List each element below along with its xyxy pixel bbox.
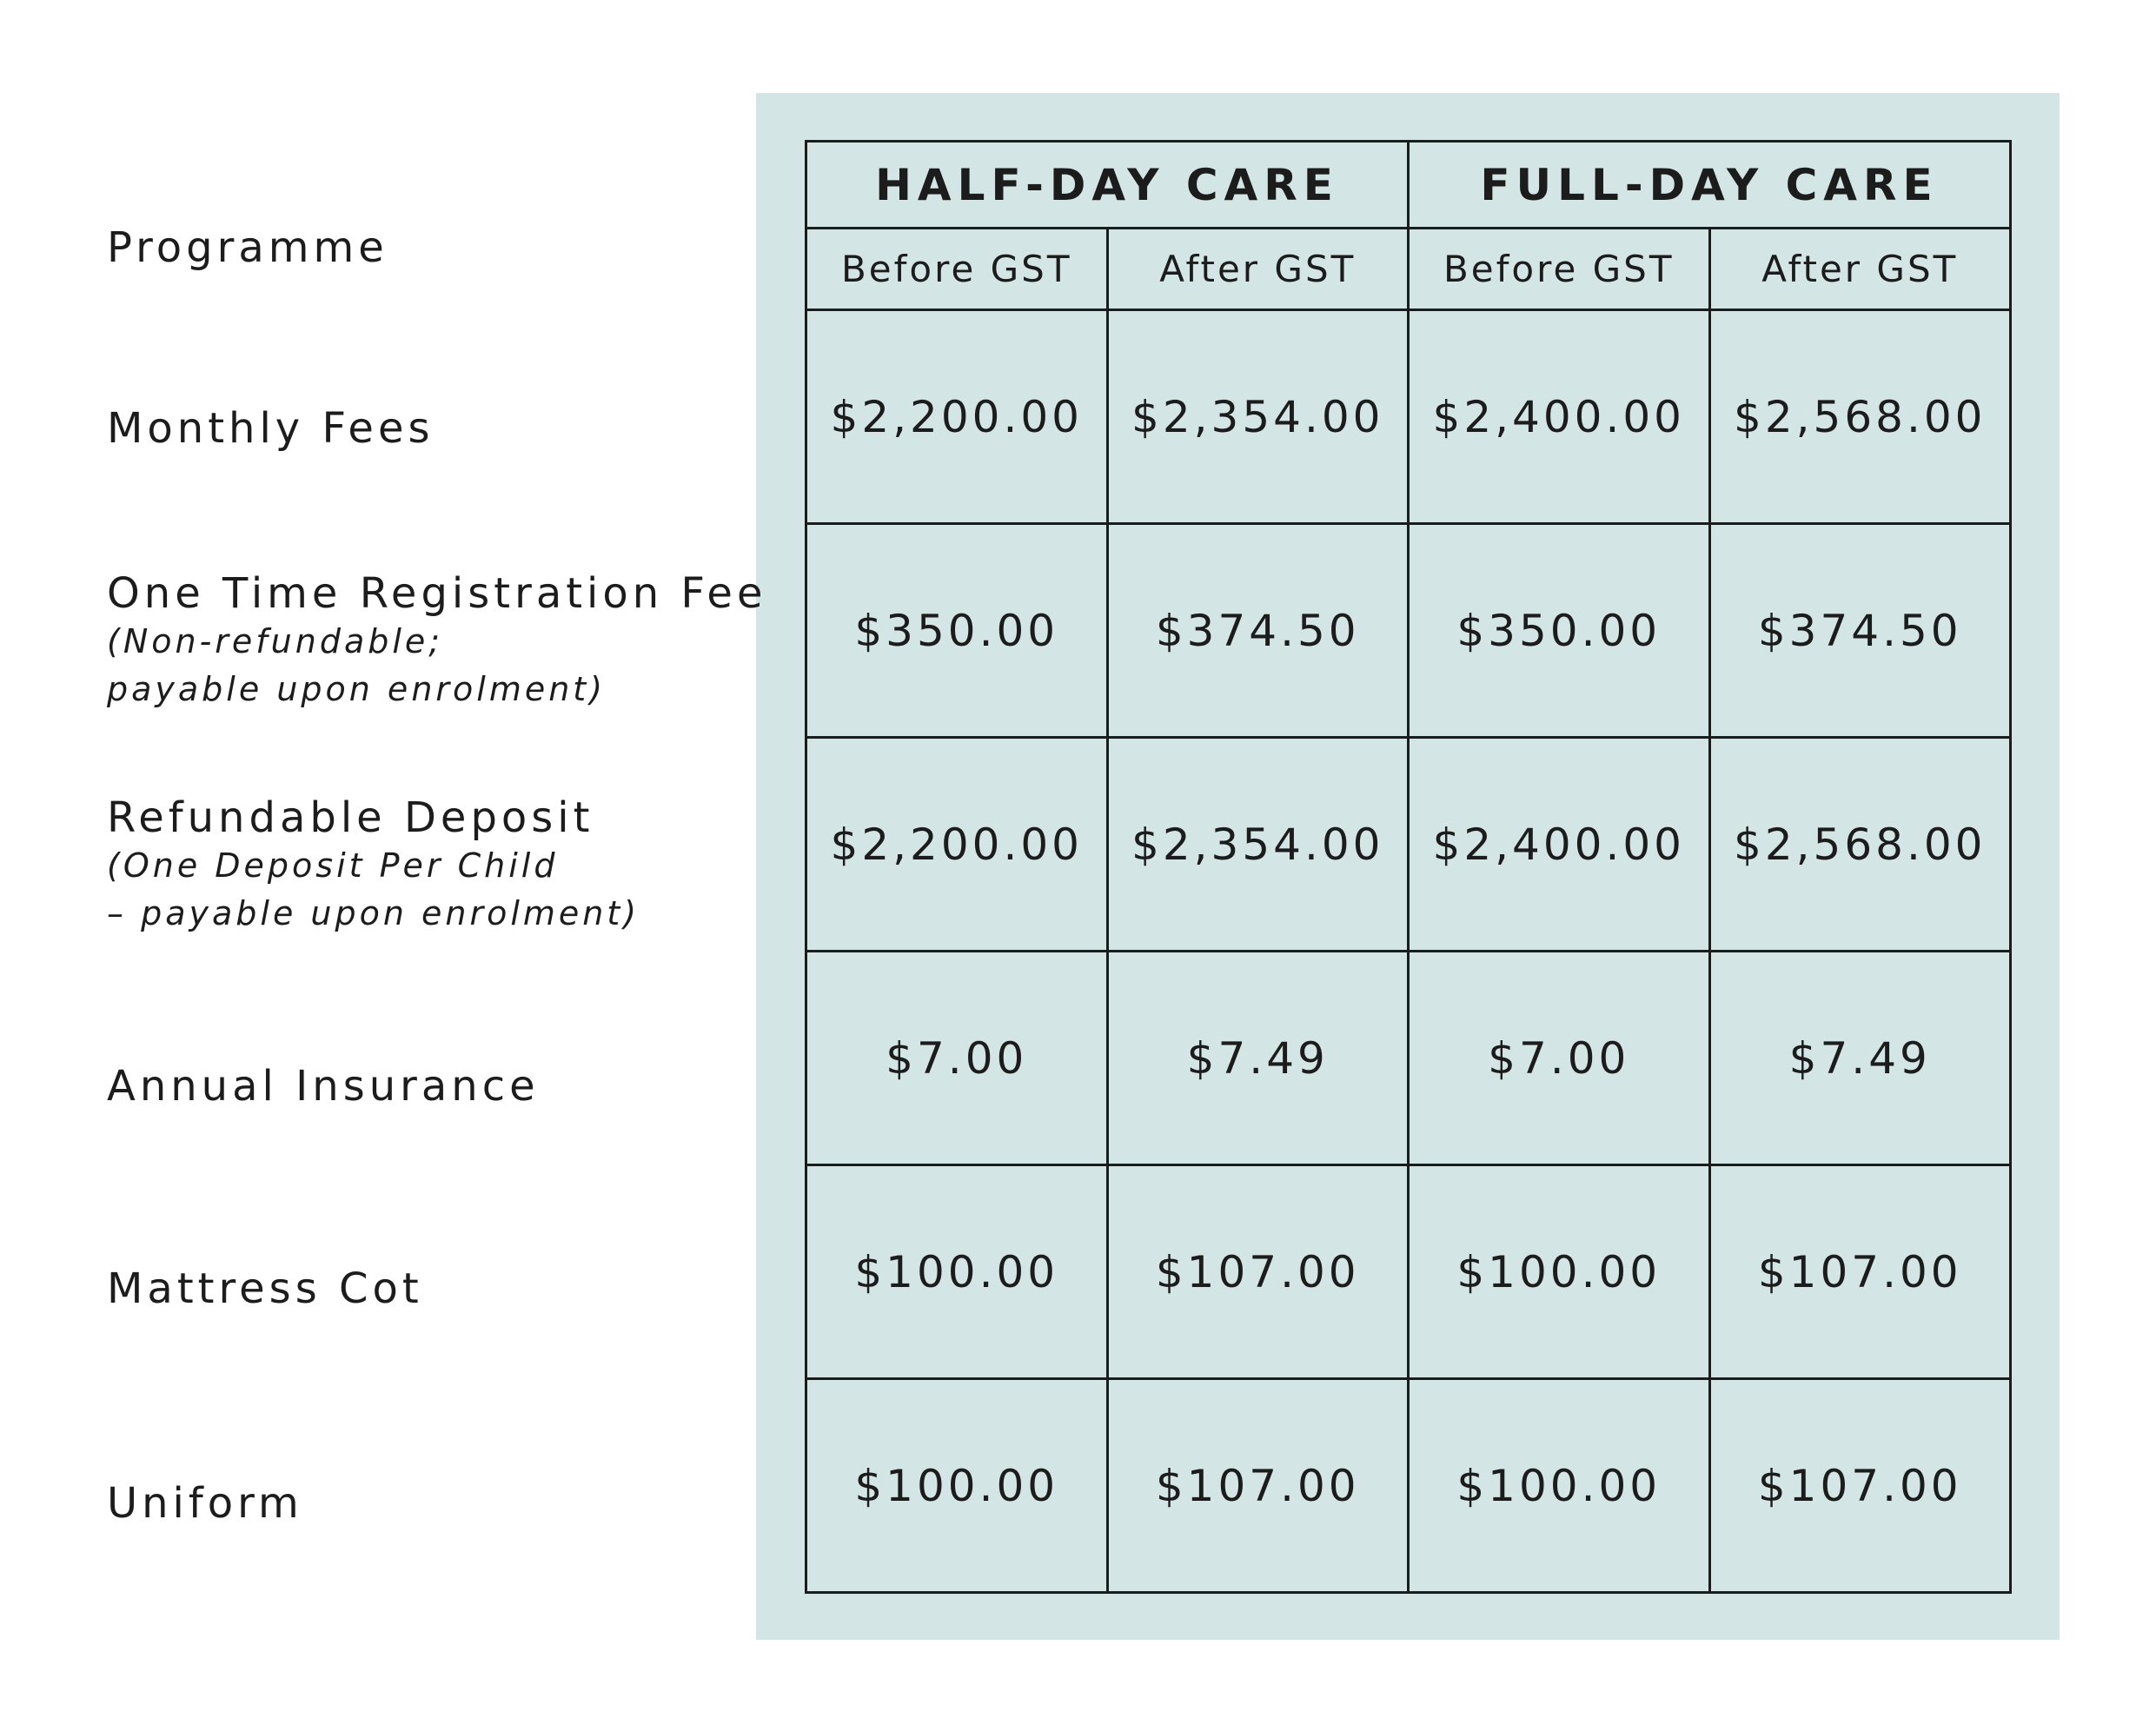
row-label-monthly-fees [107, 405, 435, 453]
table-cell: $2,354.00 [1107, 310, 1409, 524]
table-cell: $2,200.00 [806, 310, 1108, 524]
table-row [806, 952, 2011, 1165]
column-header: After GST [1107, 229, 1409, 310]
row-label-refundable-deposit [107, 794, 640, 938]
table-cell: $2,354.00 [1107, 738, 1409, 952]
table-cell: $100.00 [1409, 1165, 1710, 1379]
table-row [806, 738, 2011, 952]
table-row [806, 1165, 2011, 1379]
fee-table [805, 140, 2012, 1594]
table-row [806, 1379, 2011, 1593]
row-label-registration-fee [107, 570, 766, 713]
table-row [806, 524, 2011, 738]
row-label-note: payable upon enrolment) [107, 670, 607, 709]
group-header-half-day: HALF-DAY CARE [806, 142, 1409, 229]
row-label-main: One Time Registration Fee [107, 569, 767, 618]
group-header-full-day: FULL-DAY CARE [1409, 142, 2011, 229]
table-cell: $2,200.00 [806, 738, 1108, 952]
table-cell: $107.00 [1709, 1165, 2011, 1379]
row-label-programme [107, 224, 388, 272]
row-label-main: Uniform [107, 1479, 303, 1528]
table-cell: $350.00 [806, 524, 1108, 738]
table-cell: $374.50 [1107, 524, 1409, 738]
row-label-main: Refundable Deposit [107, 793, 594, 842]
table-cell: $350.00 [1409, 524, 1710, 738]
table-cell: $107.00 [1107, 1379, 1409, 1593]
table-subheader-row [806, 229, 2011, 310]
row-label-main: Monthly Fees [107, 404, 435, 453]
table-group-header-row [806, 142, 2011, 229]
row-label-note: (Non-refundable; [107, 622, 444, 661]
row-label-mattress-cot [107, 1265, 423, 1313]
table-cell: $2,568.00 [1709, 738, 2011, 952]
table-cell: $374.50 [1709, 524, 2011, 738]
table-cell: $107.00 [1709, 1379, 2011, 1593]
table-cell: $7.00 [806, 952, 1108, 1165]
row-label-main: Mattress Cot [107, 1264, 423, 1313]
table-cell: $2,568.00 [1709, 310, 2011, 524]
table-cell: $100.00 [806, 1165, 1108, 1379]
table-cell: $7.49 [1709, 952, 2011, 1165]
column-header: Before GST [1409, 229, 1710, 310]
table-cell: $2,400.00 [1409, 738, 1710, 952]
table-cell: $107.00 [1107, 1165, 1409, 1379]
table-cell: $100.00 [806, 1379, 1108, 1593]
table-cell: $7.00 [1409, 952, 1710, 1165]
column-header: Before GST [806, 229, 1108, 310]
row-label-main: Annual Insurance [107, 1062, 540, 1111]
column-header: After GST [1709, 229, 2011, 310]
row-label-uniform [107, 1480, 303, 1528]
row-label-note: – payable upon enrolment) [107, 894, 640, 933]
table-cell: $100.00 [1409, 1379, 1710, 1593]
table-cell: $2,400.00 [1409, 310, 1710, 524]
row-label-note: (One Deposit Per Child [107, 846, 559, 886]
table-cell: $7.49 [1107, 952, 1409, 1165]
table-row [806, 310, 2011, 524]
row-label-main: Programme [107, 223, 388, 272]
row-label-annual-insurance [107, 1063, 540, 1111]
